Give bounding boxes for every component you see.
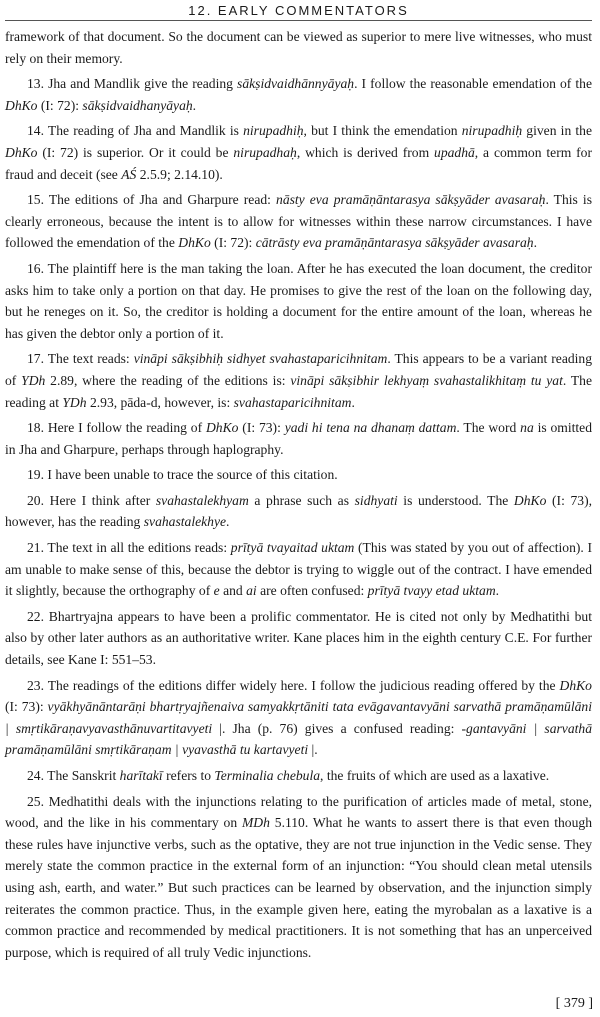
endnote-number: 19. [27, 467, 48, 483]
endnote-text: The text in all the editions reads: prītyā tvayaitad uktam (This was stated by you out of affection). I am unable to make sense of this, because the debtor is trying to wiggle out of the contract. I have emended it slightly, because the orthography of e and ai are often confused: prītyā tvayy etad uktam. [5, 540, 592, 599]
running-header: 12. EARLY COMMENTATORS [188, 3, 409, 18]
endnote-text: The reading of Jha and Mandlik is nirupadhiḥ, but I think the emendation nirupadhiḥ given in the DhKo (I: 72) is superior. Or it could be nirupadhaḥ, which is derived from upadhā, a common term for fraud and deceit (see AŚ 2.5.9; 2.14.10). [5, 123, 593, 182]
endnote-number: 13. [27, 76, 49, 92]
endnote-text: The plaintiff here is the man taking the loan. After he has executed the loan document, the creditor asks him to take only a portion on that day. He promises to give the rest of the loan on the following day, but he reneges on it. So, the creditor is holding a document for the entire amount of the loan, whereas he has given the debtor only a portion of it. [5, 260, 592, 341]
endnote [5, 675, 592, 761]
endnote-number: 15. [27, 192, 49, 208]
endnote [5, 348, 592, 413]
endnote-text: Bhartryajna appears to have been a prolific commentator. He is cited not only by Medhatithi but also by other later authors as an authoritative writer. Kane places him in the eighth century C.E. For further details, see Kane I: 551–53. [5, 608, 593, 668]
endnote-text: Here I think after svahastalekhyam a phrase such as sidhyati is understood. The DhKo (I: 73), however, has the reading svahastalekhye. [5, 492, 592, 530]
endnote-number: 25. [27, 793, 49, 809]
endnote [5, 606, 592, 671]
endnote-number: 20. [27, 492, 50, 508]
endnote-number: 18. [27, 420, 48, 436]
endnote-number: 17. [27, 351, 48, 367]
endnote-text: The text reads: vināpi sākṣibhiḥ sidhyet svahastaparicihnitam. This appears to be a variant reading of YDh 2.89, where the reading of the editions is: vināpi sākṣibhir lekhyaṃ svahastalikhitaṃ tu yat. The reading at YDh 2.93, pāda-d, however, is: svahastaparicihnitam. [5, 351, 593, 410]
endnote-text: The Sanskrit harītakī refers to Terminalia chebula, the fruits of which are used as a laxative. [47, 768, 550, 783]
page-number: [ 379 ] [555, 996, 593, 1011]
endnote-text: The editions of Jha and Gharpure read: nāsty eva pramāṇāntarasya sākṣyāder avasaraḥ. This is clearly erroneous, because the intent is to allow for witnesses within these narrow circumstances. I have followed the emendation of the DhKo (I: 72): cātrāsty eva pramāṇāntarasya sākṣyāder avasaraḥ. [5, 192, 592, 251]
header-rule [5, 20, 592, 21]
endnote [5, 490, 592, 533]
endnote-number: 21. [27, 540, 48, 556]
endnote-number: 22. [27, 608, 49, 624]
endnotes-body [5, 26, 592, 963]
endnote-text: Here I follow the reading of DhKo (I: 73): yadi hi tena na dhanaṃ dattam. The word na is omitted in Jha and Gharpure, perhaps through haplography. [5, 420, 593, 457]
endnote [5, 189, 592, 254]
endnote-number: 14. [27, 123, 48, 139]
endnote [5, 120, 592, 185]
endnote [5, 765, 592, 787]
endnote-number: 24. [27, 768, 48, 783]
endnote [5, 258, 592, 344]
endnote-text: The readings of the editions differ widely here. I follow the judicious reading offered by the DhKo (I: 73): vyākhyānāntarāṇi bhartṛyajñenaiva samyakkṛtāniti tata evāgavantavyāni sarvathā pramāṇamūlāni | smṛtikāraṇavyavasthānuvartitavyeti |. Jha (p. 76) gives a confused reading: -gantavyāni | sarvathā pramāṇamūlāni smṛtikāraṇam | vyavasthā tu kartavyeti |. [5, 677, 592, 758]
endnote-text: Jha and Mandlik give the reading sākṣidvaidhānnyāyaḥ. I follow the reasonable emendation of the DhKo (I: 72): sākṣidvaidhanyāyaḥ. [5, 76, 593, 113]
endnote [5, 464, 592, 486]
endnote [5, 417, 592, 460]
endnote-text: I have been unable to trace the source of this citation. [47, 467, 338, 483]
endnote-text: framework of that document. So the document can be viewed as superior to mere live witnesses, who must rely on their memory. [5, 29, 592, 66]
endnote-number: 23. [27, 677, 48, 693]
endnote [5, 73, 592, 116]
endnote-number: 16. [27, 260, 48, 276]
endnote-text: Medhatithi deals with the injunctions relating to the purification of articles made of metal, stone, wood, and the like in his commentary on MDh 5.110. What he wants to assert there is that even though these rules have injunctive verbs, such as the optative, they are not true injunction in the Vedic sense. They merely state the common practice in the external form of an injunction: “You should clean metal utensils using ash, earth, and water.” But such practices can be learned by observation, and the injunction simply reiterates the common practice. Thus, in the example given here, eating the myrobalan as a laxative is a common practice and recommended by medical practitioners. It is not something that has an unperceived purpose, which is required of all truly Vedic injunctions. [5, 793, 593, 960]
endnote [5, 791, 592, 964]
endnote [5, 537, 592, 602]
endnote [5, 26, 592, 69]
